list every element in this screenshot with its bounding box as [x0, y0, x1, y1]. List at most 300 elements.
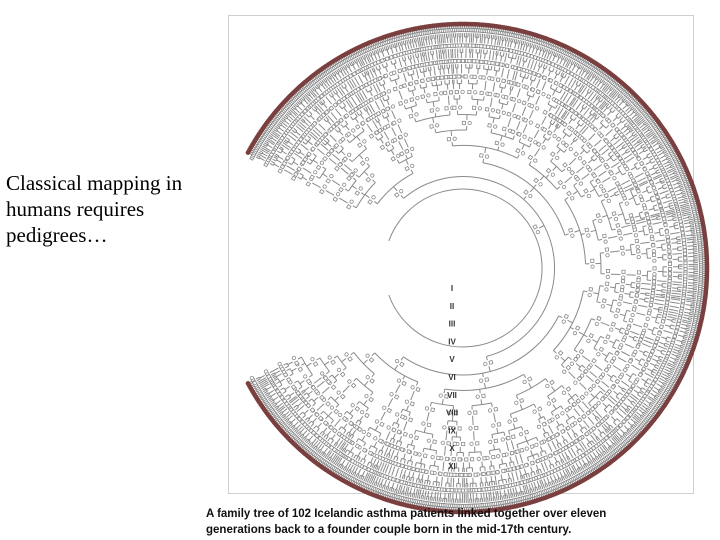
- descent-line: [295, 407, 298, 410]
- male-symbol: [373, 78, 377, 82]
- descent-line: [656, 294, 662, 295]
- descent-line: [535, 152, 538, 157]
- female-symbol: [397, 118, 402, 123]
- descent-line: [638, 231, 643, 232]
- descent-line: [374, 482, 376, 486]
- descent-line: [673, 169, 677, 171]
- descent-line: [283, 391, 286, 393]
- descent-line: [621, 429, 625, 433]
- descent-line: [374, 442, 377, 447]
- descent-line: [619, 101, 623, 105]
- descent-line: [534, 65, 536, 70]
- descent-line: [309, 415, 313, 419]
- descent-line: [339, 87, 341, 90]
- descent-line: [422, 480, 423, 484]
- descent-line: [684, 312, 689, 313]
- descent-line: [307, 363, 312, 366]
- descent-line: [502, 36, 503, 40]
- descent-line: [317, 408, 320, 411]
- descent-line: [431, 39, 432, 45]
- sibship-arc: [550, 464, 553, 465]
- descent-line: [669, 373, 673, 375]
- descent-line: [287, 118, 291, 122]
- descent-line: [506, 463, 507, 467]
- descent-line: [298, 177, 302, 179]
- descent-line: [326, 416, 329, 419]
- descent-line: [347, 140, 350, 143]
- descent-line: [548, 50, 549, 54]
- descent-line: [332, 161, 336, 165]
- descent-line: [582, 104, 584, 107]
- descent-line: [552, 51, 554, 55]
- descent-line: [273, 159, 276, 161]
- descent-line: [682, 215, 687, 216]
- male-symbol: [366, 177, 371, 182]
- descent-line: [430, 402, 431, 406]
- descent-line: [689, 316, 693, 317]
- descent-line: [382, 47, 383, 51]
- descent-line: [398, 125, 400, 129]
- descent-line: [412, 494, 413, 498]
- descent-line: [402, 491, 403, 495]
- descent-line: [690, 311, 694, 312]
- descent-line: [406, 155, 408, 159]
- descent-line: [435, 497, 436, 501]
- sibship-arc: [370, 427, 381, 433]
- descent-line: [362, 128, 364, 131]
- sibship-arc: [359, 439, 366, 443]
- descent-line: [496, 71, 497, 77]
- descent-line: [519, 60, 521, 65]
- descent-line: [650, 214, 655, 216]
- descent-line: [267, 138, 270, 140]
- descent-line: [649, 168, 654, 171]
- descent-line: [655, 167, 659, 169]
- descent-line: [562, 436, 565, 441]
- descent-line: [308, 136, 311, 139]
- descent-line: [587, 69, 589, 72]
- descent-line: [305, 387, 309, 390]
- descent-line: [294, 422, 298, 426]
- descent-line: [537, 481, 539, 486]
- descent-line: [599, 368, 602, 370]
- descent-line: [614, 391, 618, 395]
- descent-line: [623, 388, 626, 390]
- descent-line: [580, 128, 584, 132]
- sibship-arc: [566, 416, 573, 421]
- descent-line: [414, 446, 415, 450]
- descent-line: [334, 356, 337, 358]
- descent-line: [360, 97, 363, 102]
- descent-line: [336, 151, 339, 154]
- descent-line: [298, 148, 301, 150]
- descent-line: [691, 305, 695, 306]
- descent-line: [504, 490, 505, 495]
- descent-line: [683, 340, 687, 341]
- male-symbol: [278, 169, 282, 173]
- descent-line: [590, 461, 592, 464]
- descent-line: [410, 456, 412, 461]
- descent-line: [412, 391, 414, 396]
- descent-line: [562, 424, 564, 427]
- descent-line: [311, 132, 314, 135]
- descent-line: [440, 69, 441, 75]
- descent-line: [553, 166, 557, 170]
- descent-line: [690, 225, 694, 226]
- descent-line: [271, 393, 276, 396]
- descent-line: [581, 442, 584, 447]
- descent-line: [539, 419, 541, 423]
- descent-line: [639, 364, 643, 366]
- descent-line: [521, 427, 522, 431]
- descent-line: [381, 451, 383, 455]
- descent-line: [676, 176, 680, 178]
- descent-line: [624, 186, 629, 188]
- descent-line: [308, 391, 312, 395]
- descent-line: [680, 188, 684, 189]
- descent-line: [343, 200, 348, 203]
- descent-line: [580, 108, 583, 112]
- descent-line: [668, 312, 673, 313]
- descent-line: [304, 117, 307, 120]
- descent-line: [345, 468, 347, 472]
- descent-line: [364, 360, 368, 364]
- descent-line: [657, 219, 661, 220]
- descent-line: [622, 173, 626, 175]
- descent-line: [610, 287, 616, 288]
- descent-line: [667, 319, 672, 320]
- descent-line: [572, 376, 575, 379]
- descent-line: [591, 97, 594, 101]
- descent-line: [392, 110, 394, 114]
- descent-line: [489, 366, 490, 371]
- descent-line: [678, 199, 683, 201]
- descent-line: [341, 124, 344, 127]
- descent-line: [665, 153, 669, 155]
- descent-line: [671, 166, 675, 168]
- descent-line: [307, 120, 311, 124]
- descent-line: [576, 463, 579, 468]
- descent-line: [327, 143, 331, 147]
- descent-line: [547, 54, 549, 59]
- descent-line: [625, 219, 629, 220]
- descent-line: [379, 484, 380, 488]
- descent-line: [424, 56, 425, 61]
- descent-line: [391, 455, 392, 459]
- descent-line: [566, 440, 568, 443]
- descent-line: [425, 52, 426, 56]
- descent-line: [353, 65, 356, 70]
- descent-line: [364, 478, 366, 482]
- descent-line: [527, 91, 528, 95]
- sibship-arc: [656, 171, 657, 173]
- descent-line: [418, 57, 419, 62]
- descent-line: [672, 216, 676, 217]
- descent-line: [367, 106, 369, 109]
- descent-line: [371, 56, 373, 61]
- male-symbol: [361, 161, 366, 166]
- descent-line: [529, 144, 531, 148]
- descent-line: [590, 372, 594, 376]
- descent-line: [552, 481, 554, 485]
- sibship-arc: [348, 181, 356, 192]
- descent-line: [579, 461, 582, 466]
- descent-line: [662, 290, 666, 291]
- descent-line: [284, 170, 288, 172]
- descent-line: [559, 461, 561, 465]
- descent-line: [424, 427, 425, 432]
- descent-line: [543, 428, 545, 433]
- descent-line: [536, 99, 538, 104]
- descent-line: [368, 427, 370, 430]
- descent-line: [684, 315, 689, 316]
- descent-line: [367, 124, 369, 127]
- descent-line: [333, 138, 337, 142]
- descent-line: [681, 190, 685, 191]
- descent-line: [581, 90, 584, 95]
- descent-line: [367, 163, 370, 166]
- descent-line: [404, 105, 405, 109]
- descent-line: [261, 387, 264, 389]
- descent-line: [681, 328, 686, 330]
- descent-line: [381, 48, 382, 52]
- descent-line: [488, 498, 489, 502]
- descent-line: [651, 373, 654, 375]
- descent-line: [612, 110, 615, 113]
- descent-line: [500, 36, 501, 40]
- descent-line: [593, 340, 598, 343]
- descent-line: [509, 38, 510, 42]
- descent-line: [574, 471, 576, 475]
- descent-line: [387, 50, 389, 55]
- descent-line: [657, 350, 662, 352]
- descent-line: [435, 70, 436, 76]
- descent-line: [626, 180, 630, 182]
- descent-line: [260, 149, 263, 151]
- descent-line: [672, 322, 676, 323]
- descent-line: [504, 432, 505, 436]
- descent-line: [360, 79, 363, 84]
- descent-line: [657, 247, 663, 248]
- descent-line: [616, 136, 619, 139]
- descent-line: [660, 235, 664, 236]
- descent-line: [665, 381, 669, 383]
- descent-line: [341, 168, 344, 171]
- descent-line: [407, 492, 408, 496]
- descent-line: [508, 122, 510, 127]
- descent-line: [644, 306, 648, 307]
- descent-line: [440, 492, 441, 498]
- descent-line: [544, 479, 546, 484]
- descent-line: [670, 302, 676, 303]
- descent-line: [571, 78, 573, 81]
- descent-line: [691, 230, 695, 231]
- couple-node: [310, 170, 318, 180]
- descent-line: [353, 430, 356, 435]
- descent-line: [608, 106, 611, 109]
- descent-line: [505, 133, 506, 137]
- descent-line: [508, 447, 509, 451]
- descent-line: [690, 313, 694, 314]
- descent-line: [484, 96, 485, 100]
- descent-line: [292, 137, 296, 140]
- descent-line: [347, 82, 349, 85]
- descent-line: [652, 201, 656, 202]
- descent-line: [533, 455, 534, 459]
- descent-line: [387, 117, 390, 122]
- descent-line: [627, 310, 631, 311]
- descent-line: [510, 463, 511, 467]
- descent-line: [649, 192, 653, 194]
- descent-line: [579, 443, 582, 448]
- sibship-arc: [378, 137, 383, 140]
- descent-line: [423, 68, 424, 72]
- descent-line: [565, 234, 569, 235]
- sibship-arc: [629, 374, 633, 381]
- descent-line: [657, 141, 660, 143]
- descent-line: [593, 433, 597, 437]
- descent-line: [557, 58, 559, 63]
- descent-line: [337, 445, 339, 448]
- descent-line: [414, 58, 415, 63]
- descent-line: [574, 62, 576, 66]
- descent-line: [519, 88, 520, 92]
- descent-line: [614, 141, 618, 145]
- sibship-arc: [491, 133, 513, 140]
- descent-line: [615, 292, 619, 293]
- descent-line: [692, 235, 696, 236]
- descent-line: [432, 55, 433, 60]
- descent-line: [560, 59, 562, 64]
- descent-line: [591, 379, 594, 382]
- descent-line: [682, 193, 686, 194]
- descent-line: [351, 62, 353, 66]
- descent-line: [542, 69, 544, 74]
- descent-line: [562, 386, 565, 389]
- descent-line: [547, 483, 548, 487]
- descent-line: [404, 476, 405, 480]
- descent-line: [670, 357, 675, 359]
- descent-line: [396, 43, 397, 47]
- descent-line: [326, 82, 329, 87]
- male-symbol: [382, 92, 386, 96]
- descent-line: [376, 50, 378, 54]
- descent-line: [442, 477, 443, 483]
- descent-line: [257, 379, 261, 381]
- male-symbol: [347, 176, 352, 181]
- descent-line: [362, 471, 364, 476]
- descent-line: [613, 300, 617, 301]
- descent-line: [295, 399, 299, 402]
- descent-line: [641, 379, 646, 382]
- descent-line: [691, 304, 695, 305]
- descent-line: [346, 64, 348, 68]
- descent-line: [593, 452, 596, 457]
- descent-line: [497, 36, 498, 40]
- descent-line: [489, 482, 490, 486]
- descent-line: [648, 379, 652, 381]
- female-symbol: [387, 89, 391, 93]
- descent-line: [425, 491, 426, 496]
- descent-line: [351, 416, 353, 419]
- sibship-arc: [380, 450, 383, 451]
- descent-line: [510, 118, 511, 122]
- descent-line: [436, 476, 437, 482]
- descent-line: [621, 406, 625, 410]
- descent-line: [376, 67, 378, 71]
- descent-line: [329, 193, 334, 196]
- descent-line: [418, 473, 419, 478]
- descent-line: [637, 386, 642, 389]
- descent-line: [374, 72, 376, 77]
- descent-line: [334, 380, 337, 383]
- descent-line: [622, 390, 625, 392]
- descent-line: [411, 396, 413, 400]
- sibship-arc: [610, 375, 613, 379]
- descent-line: [321, 144, 324, 147]
- descent-line: [523, 41, 524, 45]
- sibship-arc: [548, 386, 562, 397]
- descent-line: [577, 451, 579, 454]
- female-symbol: [358, 186, 363, 191]
- descent-line: [348, 63, 350, 66]
- descent-line: [636, 397, 639, 399]
- descent-line: [317, 429, 320, 432]
- descent-line: [513, 75, 514, 80]
- descent-line: [356, 456, 358, 460]
- descent-line: [451, 131, 452, 137]
- descent-line: [266, 140, 269, 142]
- descent-line: [645, 301, 649, 302]
- descent-line: [342, 359, 346, 362]
- descent-line: [391, 61, 392, 65]
- descent-line: [286, 145, 291, 148]
- descent-line: [356, 474, 358, 478]
- descent-line: [624, 426, 628, 430]
- descent-line: [375, 101, 377, 105]
- descent-line: [336, 182, 341, 185]
- descent-line: [690, 226, 694, 227]
- descent-line: [574, 435, 576, 438]
- descent-line: [506, 479, 507, 483]
- descent-line: [602, 353, 607, 356]
- descent-line: [375, 426, 378, 431]
- sibship-arc: [630, 190, 636, 205]
- descent-line: [430, 481, 431, 485]
- descent-line: [382, 115, 384, 119]
- descent-line: [319, 444, 322, 448]
- descent-line: [587, 463, 589, 466]
- descent-line: [438, 66, 439, 70]
- descent-line: [515, 43, 516, 48]
- descent-line: [646, 200, 651, 202]
- descent-line: [614, 399, 617, 402]
- descent-line: [288, 135, 291, 137]
- descent-line: [539, 50, 541, 55]
- female-symbol: [536, 230, 541, 235]
- descent-line: [441, 54, 442, 60]
- descent-line: [671, 368, 675, 370]
- descent-line: [616, 340, 620, 342]
- descent-line: [674, 310, 678, 311]
- descent-line: [632, 132, 635, 135]
- descent-line: [630, 297, 634, 298]
- descent-line: [574, 230, 579, 232]
- female-symbol: [370, 173, 375, 178]
- descent-line: [400, 94, 402, 99]
- descent-line: [258, 154, 262, 156]
- descent-line: [361, 193, 364, 195]
